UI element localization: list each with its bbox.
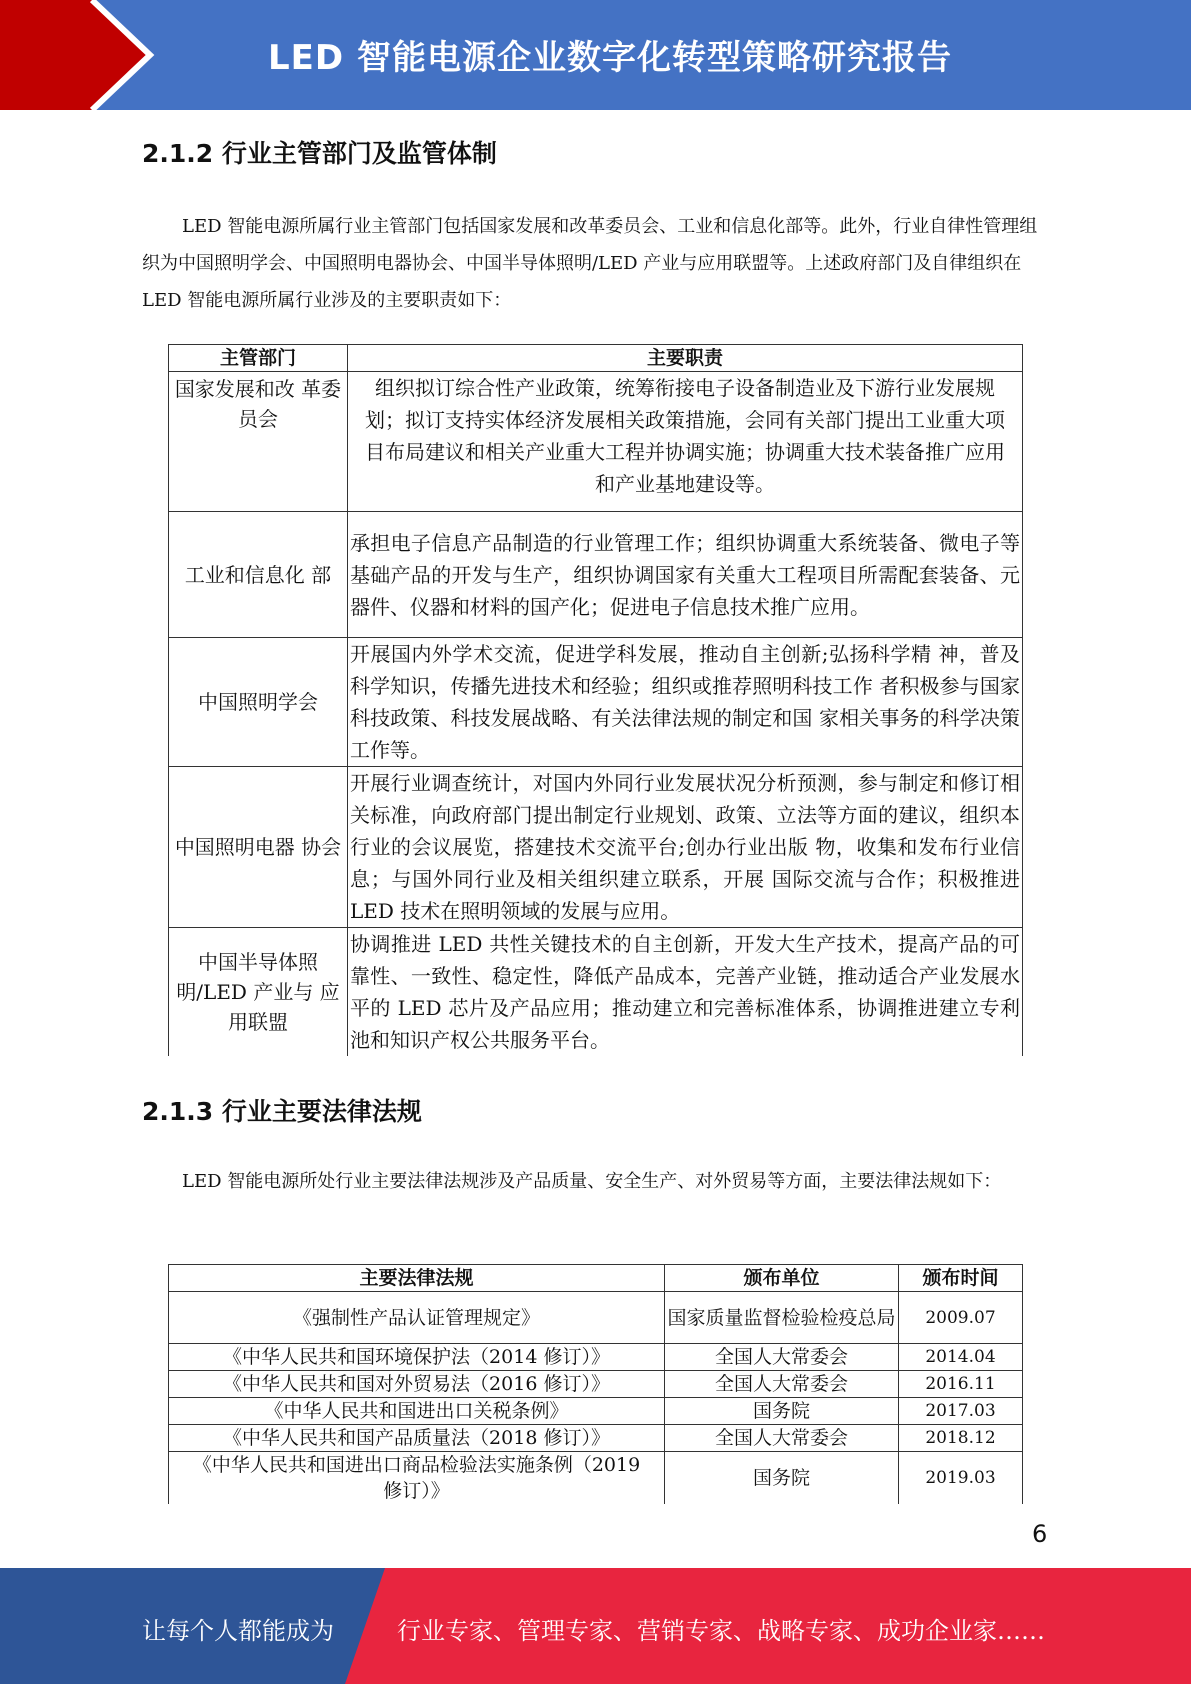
col-header-date: 颁布时间 — [899, 1265, 1023, 1292]
org-cell: 全国人大常委会 — [665, 1344, 899, 1371]
org-cell: 全国人大常委会 — [665, 1371, 899, 1398]
dept-cell: 中国照明学会 — [169, 638, 348, 767]
duty-cell: 开展国内外学术交流，促进学科发展，推动自主创新;弘扬科学精 神，普及科学知识，传播先进技术和经验；组织或推荐照明科技工作 者积极参与国家科技政策、科技发展战略、有关法律法规的制定和国 家相关事务的科学决策工作等。 — [348, 638, 1023, 767]
date-cell: 2018.12 — [899, 1425, 1023, 1452]
dept-cell: 国家发展和改 革委员会 — [169, 372, 348, 512]
section-heading-2-1-2: 2.1.2 行业主管部门及监管体制 — [142, 139, 497, 168]
table-row — [169, 928, 1023, 1057]
law-cell: 《中华人民共和国环境保护法（2014 修订）》 — [169, 1344, 665, 1371]
section1-paragraph — [142, 208, 1042, 319]
dept-cell: 中国半导体照 明/LED 产业与 应用联盟 — [169, 928, 348, 1057]
col-header-duty: 主要职责 — [348, 345, 1023, 372]
table-row — [169, 372, 1023, 512]
duty-cell: 协调推进 LED 共性关键技术的自主创新，开发大生产技术，提高产品的可靠性、一致性、稳定性，降低产品成本，完善产业链，推动适合产业发展水平的 LED 芯片及产品应用；推动建立和完善标准体系，协调推进建立专利池和知识产权公共服务平台。 — [348, 928, 1023, 1057]
date-cell: 2019.03 — [899, 1452, 1023, 1505]
section2-paragraph-text: LED 智能电源所处行业主要法律法规涉及产品质量、安全生产、对外贸易等方面，主要法律法规如下： — [182, 1171, 1002, 1192]
laws-table — [168, 1264, 1023, 1504]
table-row — [169, 638, 1023, 767]
table-row — [169, 1344, 1023, 1371]
duty-cell: 开展行业调查统计，对国内外同行业发展状况分析预测，参与制定和修订相关标准，向政府部门提出制定行业规划、政策、立法等方面的建议，组织本行业的会议展览，搭建技术交流平台;创办行业出版 物，收集和发布行业信息；与国外同行业及相关组织建立联系，开展 国际交流与合作；积极推进 LED 技术在照明领域的发展与应用。 — [348, 767, 1023, 928]
table-row — [169, 767, 1023, 928]
footer-slogan-left: 让每个人都能成为 — [142, 1617, 334, 1645]
date-cell: 2009.07 — [899, 1292, 1023, 1344]
col-header-org: 颁布单位 — [665, 1265, 899, 1292]
regulators-table — [168, 344, 1023, 1056]
table-header-row — [169, 1265, 1023, 1292]
page-number: 6 — [1032, 1520, 1048, 1548]
date-cell: 2017.03 — [899, 1398, 1023, 1425]
law-cell: 《中华人民共和国进出口商品检验法实施条例（2019 修订）》 — [169, 1452, 665, 1505]
duty-cell: 承担电子信息产品制造的行业管理工作；组织协调重大系统装备、微电子等基础产品的开发与生产，组织协调国家有关重大工程项目所需配套装备、元器件、仪器和材料的国产化；促进电子信息技术推广应用。 — [348, 512, 1023, 638]
section1-paragraph-text: LED 智能电源所属行业主管部门包括国家发展和改革委员会、工业和信息化部等。此外，行业自律性管理组织为中国照明学会、中国照明电器协会、中国半导体照明/LED 产业与应用联盟等。上述政府部门及自律组织在 LED 智能电源所属行业涉及的主要职责如下： — [142, 216, 1038, 311]
law-cell: 《中华人民共和国进出口关税条例》 — [169, 1398, 665, 1425]
law-cell: 《中华人民共和国产品质量法（2018 修订）》 — [169, 1425, 665, 1452]
section-heading-2-1-3: 2.1.3 行业主要法律法规 — [142, 1097, 422, 1126]
table-row — [169, 512, 1023, 638]
footer-banner — [0, 1568, 1191, 1684]
law-cell: 《中华人民共和国对外贸易法（2016 修订）》 — [169, 1371, 665, 1398]
chevron-decoration — [0, 0, 160, 110]
footer-slogan-right: 行业专家、管理专家、营销专家、战略专家、成功企业家…… — [397, 1617, 1045, 1645]
duty-cell: 组织拟订综合性产业政策，统筹衔接电子设备制造业及下游行业发展规划；拟订支持实体经济发展相关政策措施，会同有关部门提出工业重大项目布局建议和相关产业重大工程并协调实施；协调重大技术装备推广应用和产业基地建设等。 — [348, 372, 1023, 512]
law-cell: 《强制性产品认证管理规定》 — [169, 1292, 665, 1344]
date-cell: 2014.04 — [899, 1344, 1023, 1371]
col-header-dept: 主管部门 — [169, 345, 348, 372]
table-row — [169, 1371, 1023, 1398]
org-cell: 全国人大常委会 — [665, 1425, 899, 1452]
report-title: LED 智能电源企业数字化转型策略研究报告 — [268, 38, 952, 78]
table-row — [169, 1425, 1023, 1452]
header-banner — [0, 0, 1191, 110]
table-row — [169, 1398, 1023, 1425]
section2-paragraph — [142, 1163, 1042, 1200]
org-cell: 国务院 — [665, 1452, 899, 1505]
org-cell: 国务院 — [665, 1398, 899, 1425]
col-header-law: 主要法律法规 — [169, 1265, 665, 1292]
date-cell: 2016.11 — [899, 1371, 1023, 1398]
table-row — [169, 1452, 1023, 1505]
dept-cell: 中国照明电器 协会 — [169, 767, 348, 928]
table-header-row — [169, 345, 1023, 372]
table-row — [169, 1292, 1023, 1344]
dept-cell: 工业和信息化 部 — [169, 512, 348, 638]
org-cell: 国家质量监督检验检疫总局 — [665, 1292, 899, 1344]
